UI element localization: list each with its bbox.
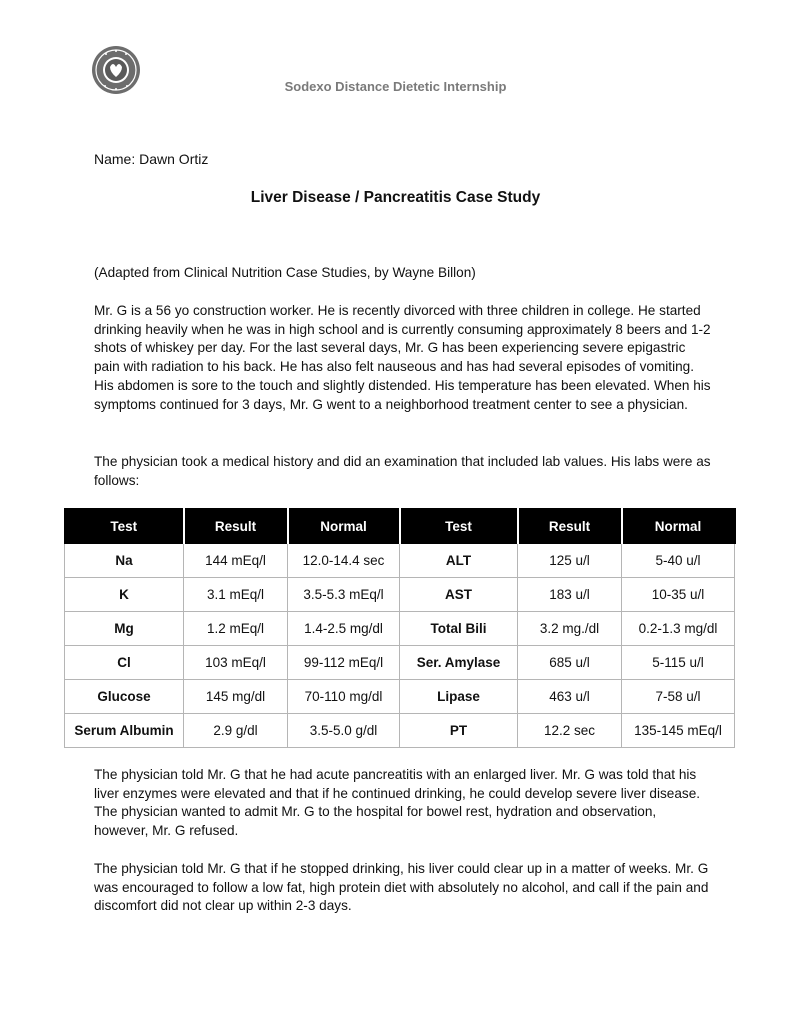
student-name: Name: Dawn Ortiz: [94, 151, 209, 167]
column-header: Normal: [622, 509, 735, 544]
advice-paragraph: The physician told Mr. G that if he stopped drinking, his liver could clear up in a matter of weeks. Mr. G was encouraged to follow a low fat, high protein diet with absolutely no alcohol, and call if the pain and discomfort did not clear up within 2-3 days.: [94, 861, 709, 914]
normal-range: 7-58 u/l: [622, 680, 735, 714]
normal-range: 10-35 u/l: [622, 578, 735, 612]
column-header: Test: [65, 509, 184, 544]
test-name: K: [65, 578, 184, 612]
normal-range: 3.5-5.3 mEq/l: [288, 578, 400, 612]
intro-paragraph: Mr. G is a 56 yo construction worker. He is recently divorced with three children in college. He started drinking heavily when he was in high school and is currently consuming approximately 8 beers and 1-2 shots of whiskey per day. For the last several days, Mr. G has been experiencing severe epigastric pain with radiation to his back. He has also felt nauseous and has had several episodes of vomiting. His abdomen is sore to the touch and slightly distended. His temperature has been elevated. When his symptoms continued for 3 days, Mr. G went to a neighborhood treatment center to see a physician.: [94, 303, 711, 412]
test-name: AST: [400, 578, 518, 612]
table-row: [65, 680, 735, 714]
normal-range: 5-115 u/l: [622, 646, 735, 680]
test-name: Total Bili: [400, 612, 518, 646]
normal-range: 5-40 u/l: [622, 544, 735, 578]
table-row: [65, 612, 735, 646]
result-value: 183 u/l: [518, 578, 622, 612]
table-row: [65, 578, 735, 612]
result-value: 685 u/l: [518, 646, 622, 680]
result-value: 12.2 sec: [518, 714, 622, 748]
test-name: Mg: [65, 612, 184, 646]
result-value: 463 u/l: [518, 680, 622, 714]
normal-range: 3.5-5.0 g/dl: [288, 714, 400, 748]
normal-range: 70-110 mg/dl: [288, 680, 400, 714]
table-row: [65, 714, 735, 748]
normal-range: 12.0-14.4 sec: [288, 544, 400, 578]
normal-range: 99-112 mEq/l: [288, 646, 400, 680]
column-header: Result: [184, 509, 288, 544]
result-value: 103 mEq/l: [184, 646, 288, 680]
result-value: 2.9 g/dl: [184, 714, 288, 748]
exam-paragraph: The physician took a medical history and did an examination that included lab values. His labs were as follows:: [94, 454, 711, 488]
test-name: Lipase: [400, 680, 518, 714]
result-value: 3.2 mg./dl: [518, 612, 622, 646]
test-name: Glucose: [65, 680, 184, 714]
page-title: Liver Disease / Pancreatitis Case Study: [250, 189, 541, 206]
diagnosis-paragraph: The physician told Mr. G that he had acute pancreatitis with an enlarged liver. Mr. G was told that his liver enzymes were elevated and that if he continued drinking, he could develop severe liver disease. The physician wanted to admit Mr. G to the hospital for bowel rest, hydration and observation, however, Mr. G refused.: [94, 767, 701, 839]
source-note: (Adapted from Clinical Nutrition Case Studies, by Wayne Billon): [94, 265, 476, 280]
column-header: Result: [518, 509, 622, 544]
header-organization: Sodexo Distance Dietetic Internship: [284, 79, 507, 94]
result-value: 1.2 mEq/l: [184, 612, 288, 646]
normal-range: 1.4-2.5 mg/dl: [288, 612, 400, 646]
table-row: [65, 646, 735, 680]
table-row: [65, 544, 735, 578]
test-name: Na: [65, 544, 184, 578]
table-header-row: [65, 509, 735, 544]
column-header: Test: [400, 509, 518, 544]
result-value: 144 mEq/l: [184, 544, 288, 578]
lab-values-table: [64, 508, 736, 748]
test-name: Cl: [65, 646, 184, 680]
test-name: Ser. Amylase: [400, 646, 518, 680]
test-name: Serum Albumin: [65, 714, 184, 748]
result-value: 125 u/l: [518, 544, 622, 578]
test-name: ALT: [400, 544, 518, 578]
normal-range: 0.2-1.3 mg/dl: [622, 612, 735, 646]
result-value: 145 mg/dl: [184, 680, 288, 714]
test-name: PT: [400, 714, 518, 748]
column-header: Normal: [288, 509, 400, 544]
result-value: 3.1 mEq/l: [184, 578, 288, 612]
normal-range: 135-145 mEq/l: [622, 714, 735, 748]
